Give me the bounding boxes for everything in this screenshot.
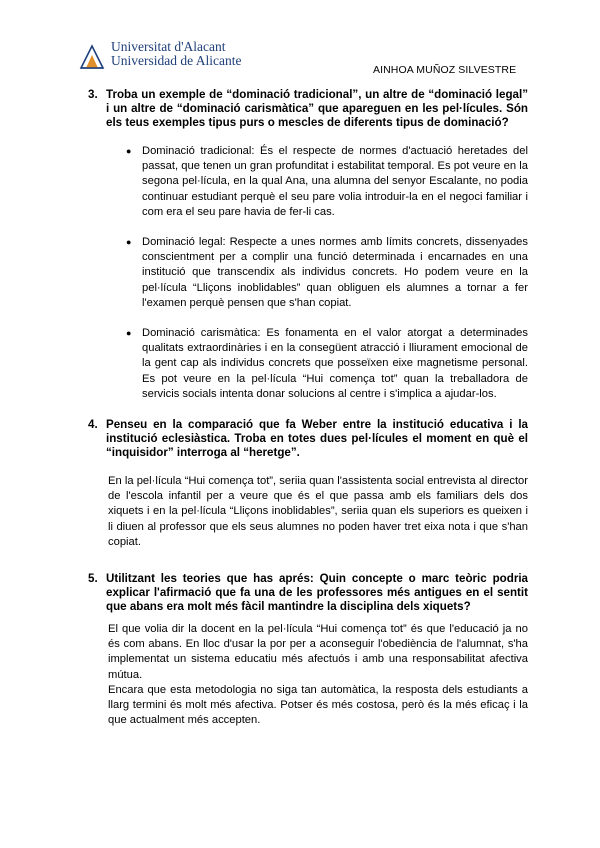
question-4-answer: En la pel·lícula “Hui comença tot”, seriia quan l'assistenta social entrevista al director de l'escola infantil per a veure que és el que passa amb els familiars dels dos xiquets i en la pel·lícula “Lliçons inoblidables”, seriia quan els superiors es queixen i li diuen al professor que els seus alumnes no poden haver tret eixa nota i que s'han copiat. [108,475,528,548]
bullet-icon: ● [126,328,132,339]
answer-paragraph-1: El que volia dir la docent en la pel·lícula “Hui comença tot” és que l'educació ja no és com abans. En lloc d'usar la por per a aconseguir l'obediència de l'alumnat, s'ha implementat un sistema educatiu més afectuós i amb una responsabilitat afectiva mútua. [108,623,528,681]
question-number: 5. [88,572,98,586]
question-5-answer [108,622,528,728]
university-name [111,40,241,68]
question-3-answers [88,144,528,402]
question-text: Utilitzant les teories que has aprés: Quin concepte o marc teòric podria explicar l'afirmació que fa una de les professores més antigues en el sentit que abans era molt més fàcil mantindre la disciplina dels xiquets? [106,572,528,614]
list-item [88,326,528,402]
university-logo [79,40,269,72]
list-item [88,144,528,220]
question-text: Penseu en la comparació que fa Weber entre la institució educativa i la institució eclesiàstica. Troba en totes dues pel·lícules el moment en què el “inquisidor” interroga al “heretge”. [106,418,528,460]
question-4 [88,418,528,460]
question-number: 3. [88,88,98,101]
bullet-icon: ● [126,237,132,248]
list-item-text: Dominació carismàtica: Es fonamenta en el valor atorgat a determinades qualitats extraordinàries i en la consegüent atracció i lliurament emocional de la gent cap als individus concrets que posseïxen eixe magnetisme personal. Es pot veure en la pel·lícula “Hui comença tot” quan la treballadora de servicis socials intenta donar solucions al centre i s'implica a ajudar-los. [142,327,528,400]
list-item-text: Dominació tradicional: És el respecte de normes d'actuació heretades del passat, que tenen un gran profunditat i estabilitat temporal. Es pot veure en la segona pel·lícula, en la qual Ana, una alumna del senyor Escalante, no podia continuar estudiant perquè el seu pare volia introduir-la en el negoci familiar i com era el seu pare havia de fer-li cas. [142,145,528,218]
question-number: 4. [88,418,98,432]
list-item-text: Dominació legal: Respecte a unes normes amb límits concrets, dissenyades conscientment per a complir una funció determinada i encarnades en una institució que transcendix als individus concrets. Ho podem veure en la pel·lícula “Lliçons inoblidables” quan obliguen els alumnes a tornar a fer l'examen perquè pensen que s'han copiat. [142,236,528,309]
list-item [88,235,528,311]
answer-paragraph-2: Encara que esta metodologia no siga tan automàtica, la resposta dels estudiants a llarg termini és molt més afectiva. Potser és més costosa, però és la més eficaç i la que actualment més accepten. [108,683,528,727]
question-text: Troba un exemple de “dominació tradicional”, un altre de “dominació legal” i un altre de “dominació carismàtica” que apareguen en les pel·lícules. Són els teus exemples tipus purs o mescles de diferents tipus de dominació? [106,88,528,129]
document-content [88,88,528,728]
bullet-icon: ● [126,146,132,156]
university-name-line2: Universidad de Alicante [111,53,242,68]
university-name-line1: Universitat d'Alacant [111,39,226,54]
question-3 [88,88,528,130]
university-emblem-icon [79,40,105,70]
author-name: AINHOA MUÑOZ SILVESTRE [373,64,517,76]
question-5 [88,572,528,614]
